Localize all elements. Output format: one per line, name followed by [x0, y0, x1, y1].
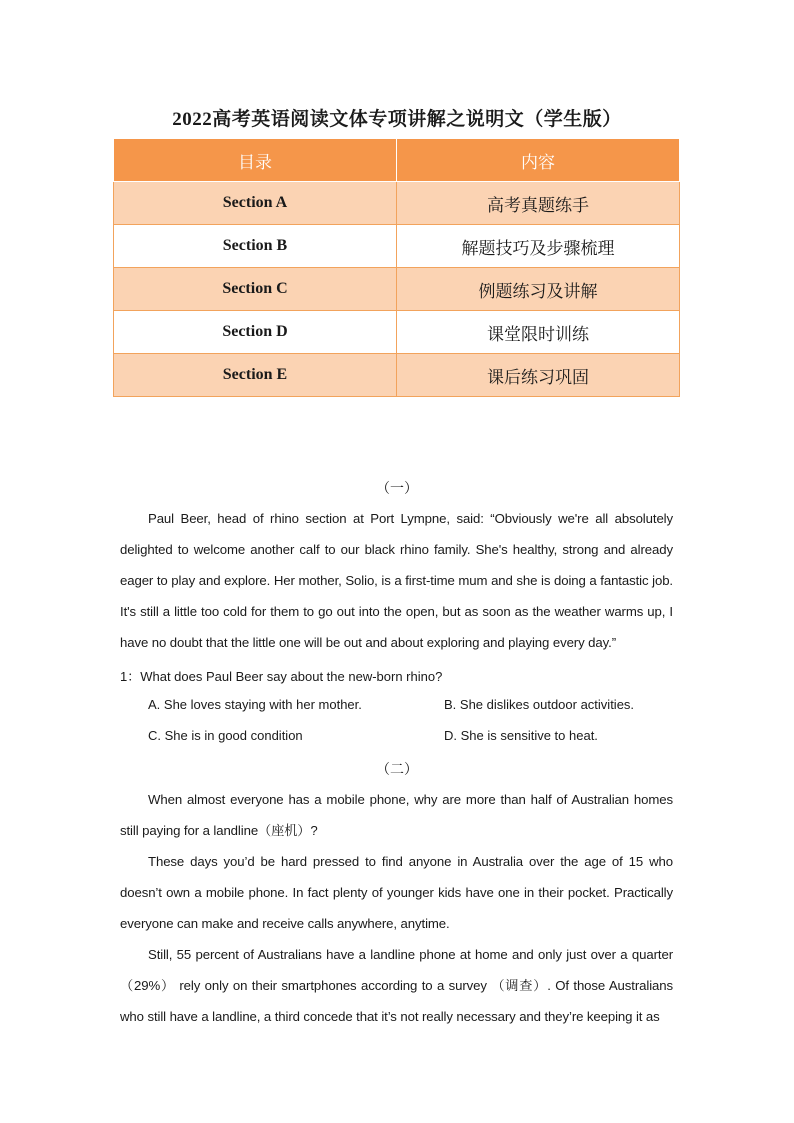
toc-header-row [114, 139, 680, 182]
table-row [114, 311, 680, 354]
toc-header-content: 内容 [397, 139, 680, 182]
option-b: B. She dislikes outdoor activities. [444, 697, 635, 712]
passage-1-heading: （一） [376, 482, 418, 497]
document-title: 2022高考英语阅读文体专项讲解之说明文（学生版） [172, 109, 622, 130]
toc-topic: 高考真题练手 [397, 182, 680, 225]
toc-topic: 例题练习及讲解 [397, 268, 680, 311]
table-row [114, 182, 680, 225]
table-row [114, 225, 680, 268]
passage-1-text: Paul Beer, head of rhino section at Port Lympne, said: “Obviously we're all absolutely delighted to welcome another calf to our black rhino family. She's healthy, strong and already eager to play and explore. Her mother, Solio, is a first-time mum and she is doing a fantastic job. It's still a little too cold for them to go out into the open, but as soon as the weather warms up, I have no doubt that the little one will be out and about exploring and playing every day.” [120, 511, 673, 650]
table-row [114, 354, 680, 397]
table-of-contents [113, 138, 680, 397]
toc-topic: 课堂限时训练 [397, 311, 680, 354]
passage-2-heading: （二） [376, 763, 418, 778]
option-c: C. She is in good condition [148, 728, 303, 743]
table-row [114, 268, 680, 311]
toc-header-catalog: 目录 [114, 139, 397, 182]
toc-section-label: Section D [114, 311, 397, 354]
toc-section-label: Section B [114, 225, 397, 268]
toc-section-label: Section A [114, 182, 397, 225]
passage-2-paragraph-3: Still, 55 percent of Australians have a landline phone at home and only just over a quarter（29%） rely only on their smartphones according to a survey （调查）. Of those Australians who still have a landline, a third concede that it’s not really necessary and they’re keeping it as [120, 947, 673, 1024]
question-1: 1：What does Paul Beer say about the new-born rhino? [120, 669, 443, 684]
option-d: D. She is sensitive to heat. [444, 728, 598, 743]
passage-2-paragraph-2: These days you’d be hard pressed to find anyone in Australia over the age of 15 who doesn’t own a mobile phone. In fact plenty of younger kids have one in their pocket. Practically everyone can make and receive calls anywhere, anytime. [120, 854, 673, 931]
toc-topic: 解题技巧及步骤梳理 [397, 225, 680, 268]
passage-2-paragraph-1: When almost everyone has a mobile phone, why are more than half of Australian homes still paying for a landline（座机）? [120, 792, 673, 838]
toc-section-label: Section E [114, 354, 397, 397]
toc-topic: 课后练习巩固 [397, 354, 680, 397]
option-a: A. She loves staying with her mother. [148, 697, 362, 712]
toc-section-label: Section C [114, 268, 397, 311]
